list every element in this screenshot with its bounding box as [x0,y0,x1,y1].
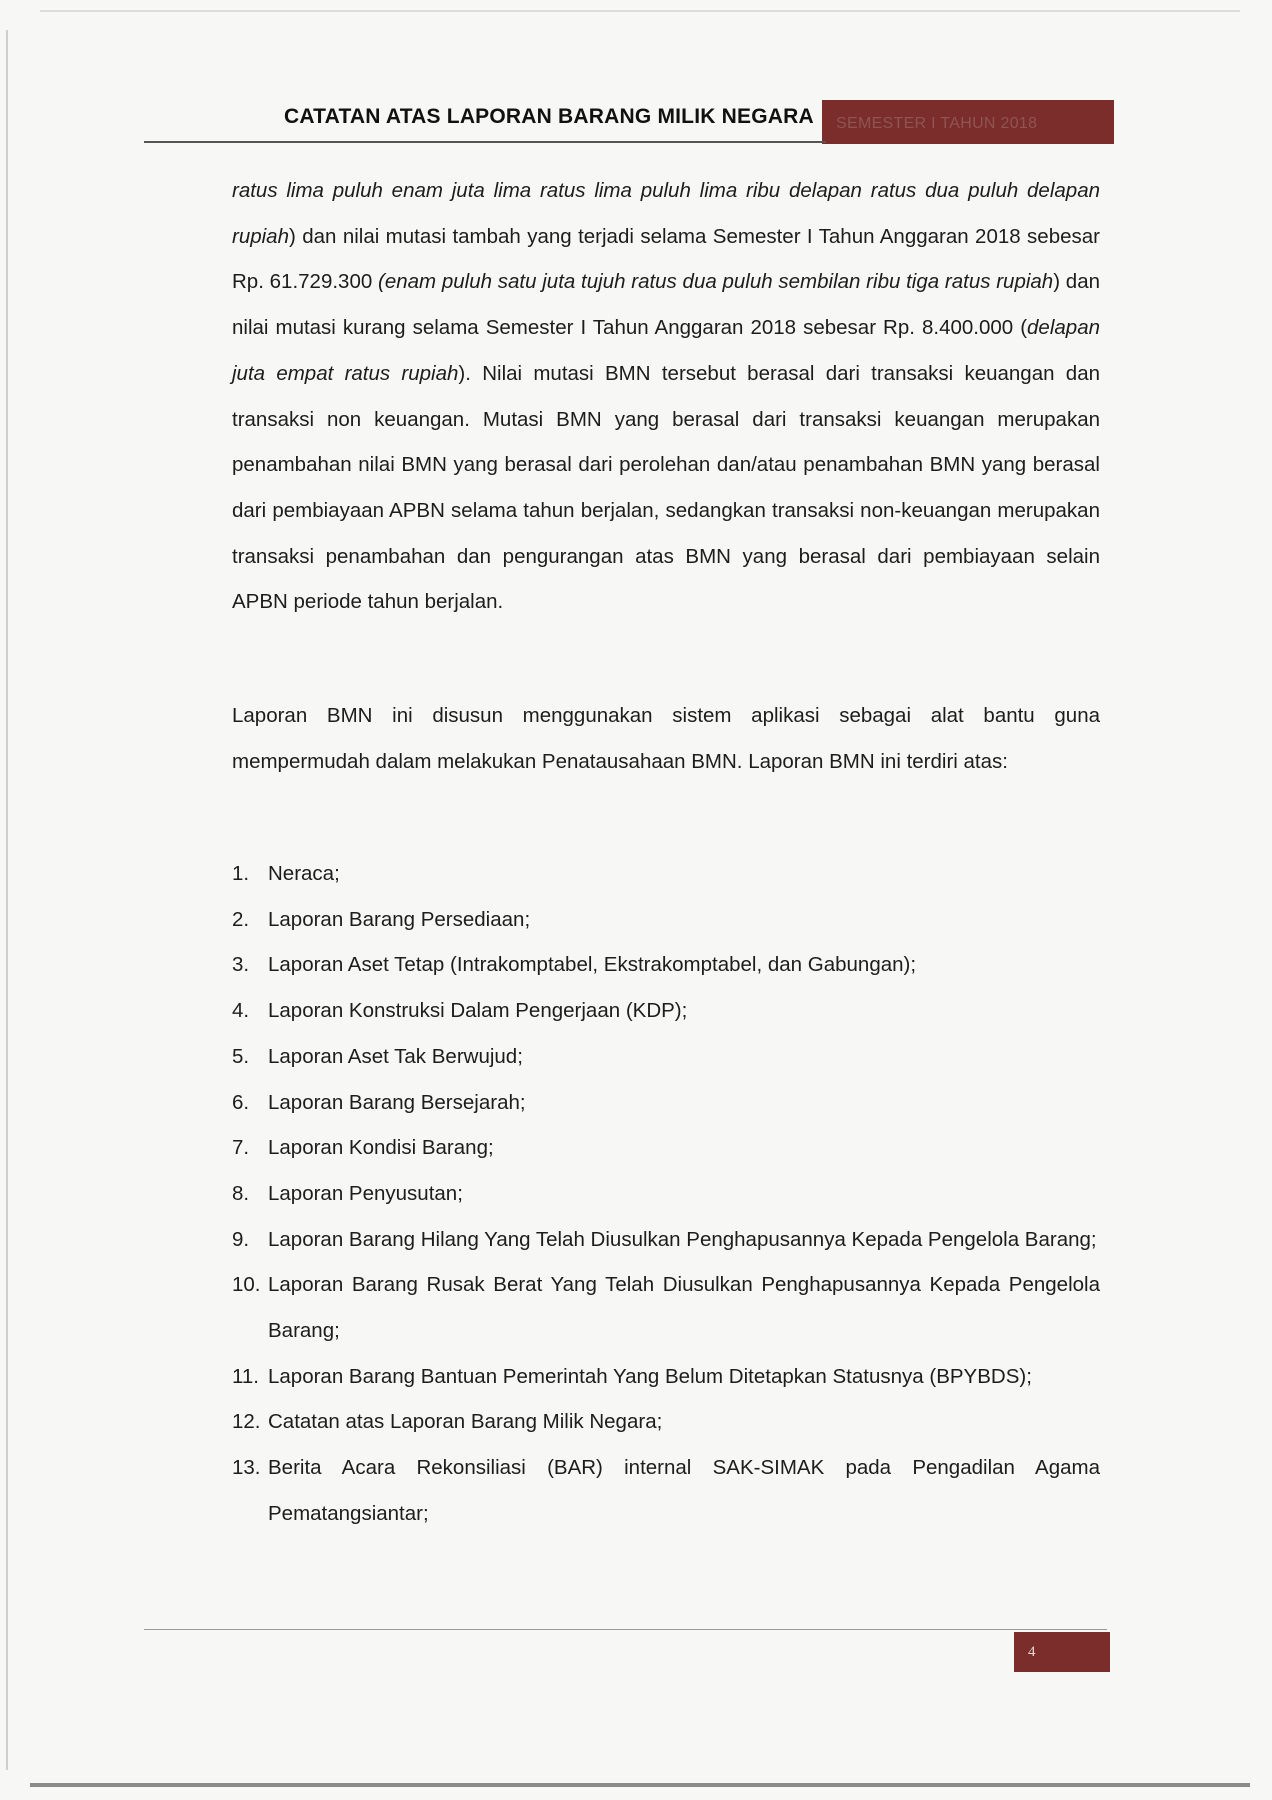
list-item [232,1445,1100,1536]
list-item-number: 4. [232,999,250,1023]
list-item [232,851,1100,897]
list-item-text: Laporan Aset Tetap (Intrakomptabel, Ekstrakomptabel, dan Gabungan); [268,953,917,977]
list-item-text: Catatan atas Laporan Barang Milik Negara; [268,1410,663,1434]
header-title: CATATAN ATAS LAPORAN BARANG MILIK NEGARA [284,105,814,128]
list-item-number: 2. [232,907,250,931]
list-item-number: 1. [232,862,250,885]
list-item-text: Neraca; [268,862,340,885]
list-item-number: 12. [232,1410,261,1434]
list-item-text: Laporan Aset Tak Berwujud; [268,1044,523,1068]
paragraph-mutation-part2: ) dan nilai mutasi tambah yang terjadi selama Semester I Tahun Anggaran 2018 sebesar Rp. 61.729.300 [232,224,1100,294]
list-item-number: 5. [232,1044,250,1068]
list-item [232,1354,1100,1400]
list-item-number: 13. [232,1456,261,1480]
list-item-number: 11. [232,1364,259,1388]
list-item-text: Berita Acara Rekonsiliasi (BAR) internal SAK-SIMAK pada Pengadilan Agama Pematangsiantar; [268,1456,1100,1525]
list-item-number: 6. [232,1090,250,1114]
list-item [232,942,1100,988]
list-item [232,1125,1100,1171]
paragraph-mutation-part1: ratus lima puluh enam juta lima ratus lima puluh lima ribu delapan ratus dua puluh delapan rupiah [232,179,1100,248]
paragraph-mutation-part4: ) dan nilai mutasi kurang selama Semester I Tahun Anggaran 2018 sebesar Rp. 8.400.000 ( [232,270,1100,340]
list-item-number: 10. [232,1273,261,1297]
list-item-text: Laporan Konstruksi Dalam Pengerjaan (KDP); [268,999,688,1023]
list-item [232,1217,1100,1263]
list-item-text: Laporan Kondisi Barang; [268,1136,494,1160]
list-item-number: 7. [232,1136,250,1160]
list-item [232,1034,1100,1080]
list-item-text: Laporan Barang Persediaan; [268,907,531,931]
list-item [232,1080,1100,1126]
page-number: 4 [1014,1632,1110,1672]
paragraph-mutation [232,168,1100,625]
paragraph-report-intro: Laporan BMN ini disusun menggunakan sistem aplikasi sebagai alat bantu guna mempermudah dalam melakukan Penatausahaan BMN. Laporan BMN ini terdiri atas: [232,704,1100,773]
paragraph-mutation-part3: (enam puluh satu juta tujuh ratus dua puluh sembilan ribu tiga ratus rupiah [378,270,1054,294]
list-item-text: Laporan Barang Hilang Yang Telah Diusulkan Penghapusannya Kepada Pengelola Barang; [268,1227,1097,1251]
list-item [232,1171,1100,1217]
list-item-text: Laporan Barang Rusak Berat Yang Telah Diusulkan Penghapusannya Kepada Pengelola Barang; [268,1273,1100,1343]
list-item-number: 3. [232,953,250,977]
paragraph-mutation-part5: delapan juta empat ratus rupiah [232,316,1100,385]
list-item [232,1399,1100,1445]
footer-divider [144,1629,1107,1630]
list-item-text: Laporan Barang Bersejarah; [268,1090,526,1114]
scan-edge-left [6,30,8,1770]
list-item-text: Laporan Barang Bantuan Pemerintah Yang Belum Ditetapkan Statusnya (BPYBDS); [268,1364,1032,1388]
scan-edge-top [40,10,1240,12]
list-item-number: 9. [232,1227,250,1251]
paragraph-mutation-part6: ). Nilai mutasi BMN tersebut berasal dari transaksi keuangan dan transaksi non keuangan. Mutasi BMN yang berasal dari transaksi keuangan merupakan penambahan nilai BMN yang berasal dari perolehan dan/atau penambahan BMN yang berasal dari pembiayaan APBN selama tahun berjalan, sedangkan transaksi non-keuangan merupakan transaksi penambahan dan pengurangan atas BMN yang berasal dari pembiayaan selain APBN periode tahun berjalan. [232,361,1100,614]
report-list [232,851,1100,1537]
header-semester-tag: SEMESTER I TAHUN 2018 [822,100,1114,144]
header-divider [144,141,826,143]
list-item [232,1262,1100,1353]
list-item-number: 8. [232,1181,250,1205]
list-item [232,897,1100,943]
list-item [232,988,1100,1034]
list-item-text: Laporan Penyusutan; [268,1181,463,1205]
scan-edge-bottom [30,1783,1250,1787]
